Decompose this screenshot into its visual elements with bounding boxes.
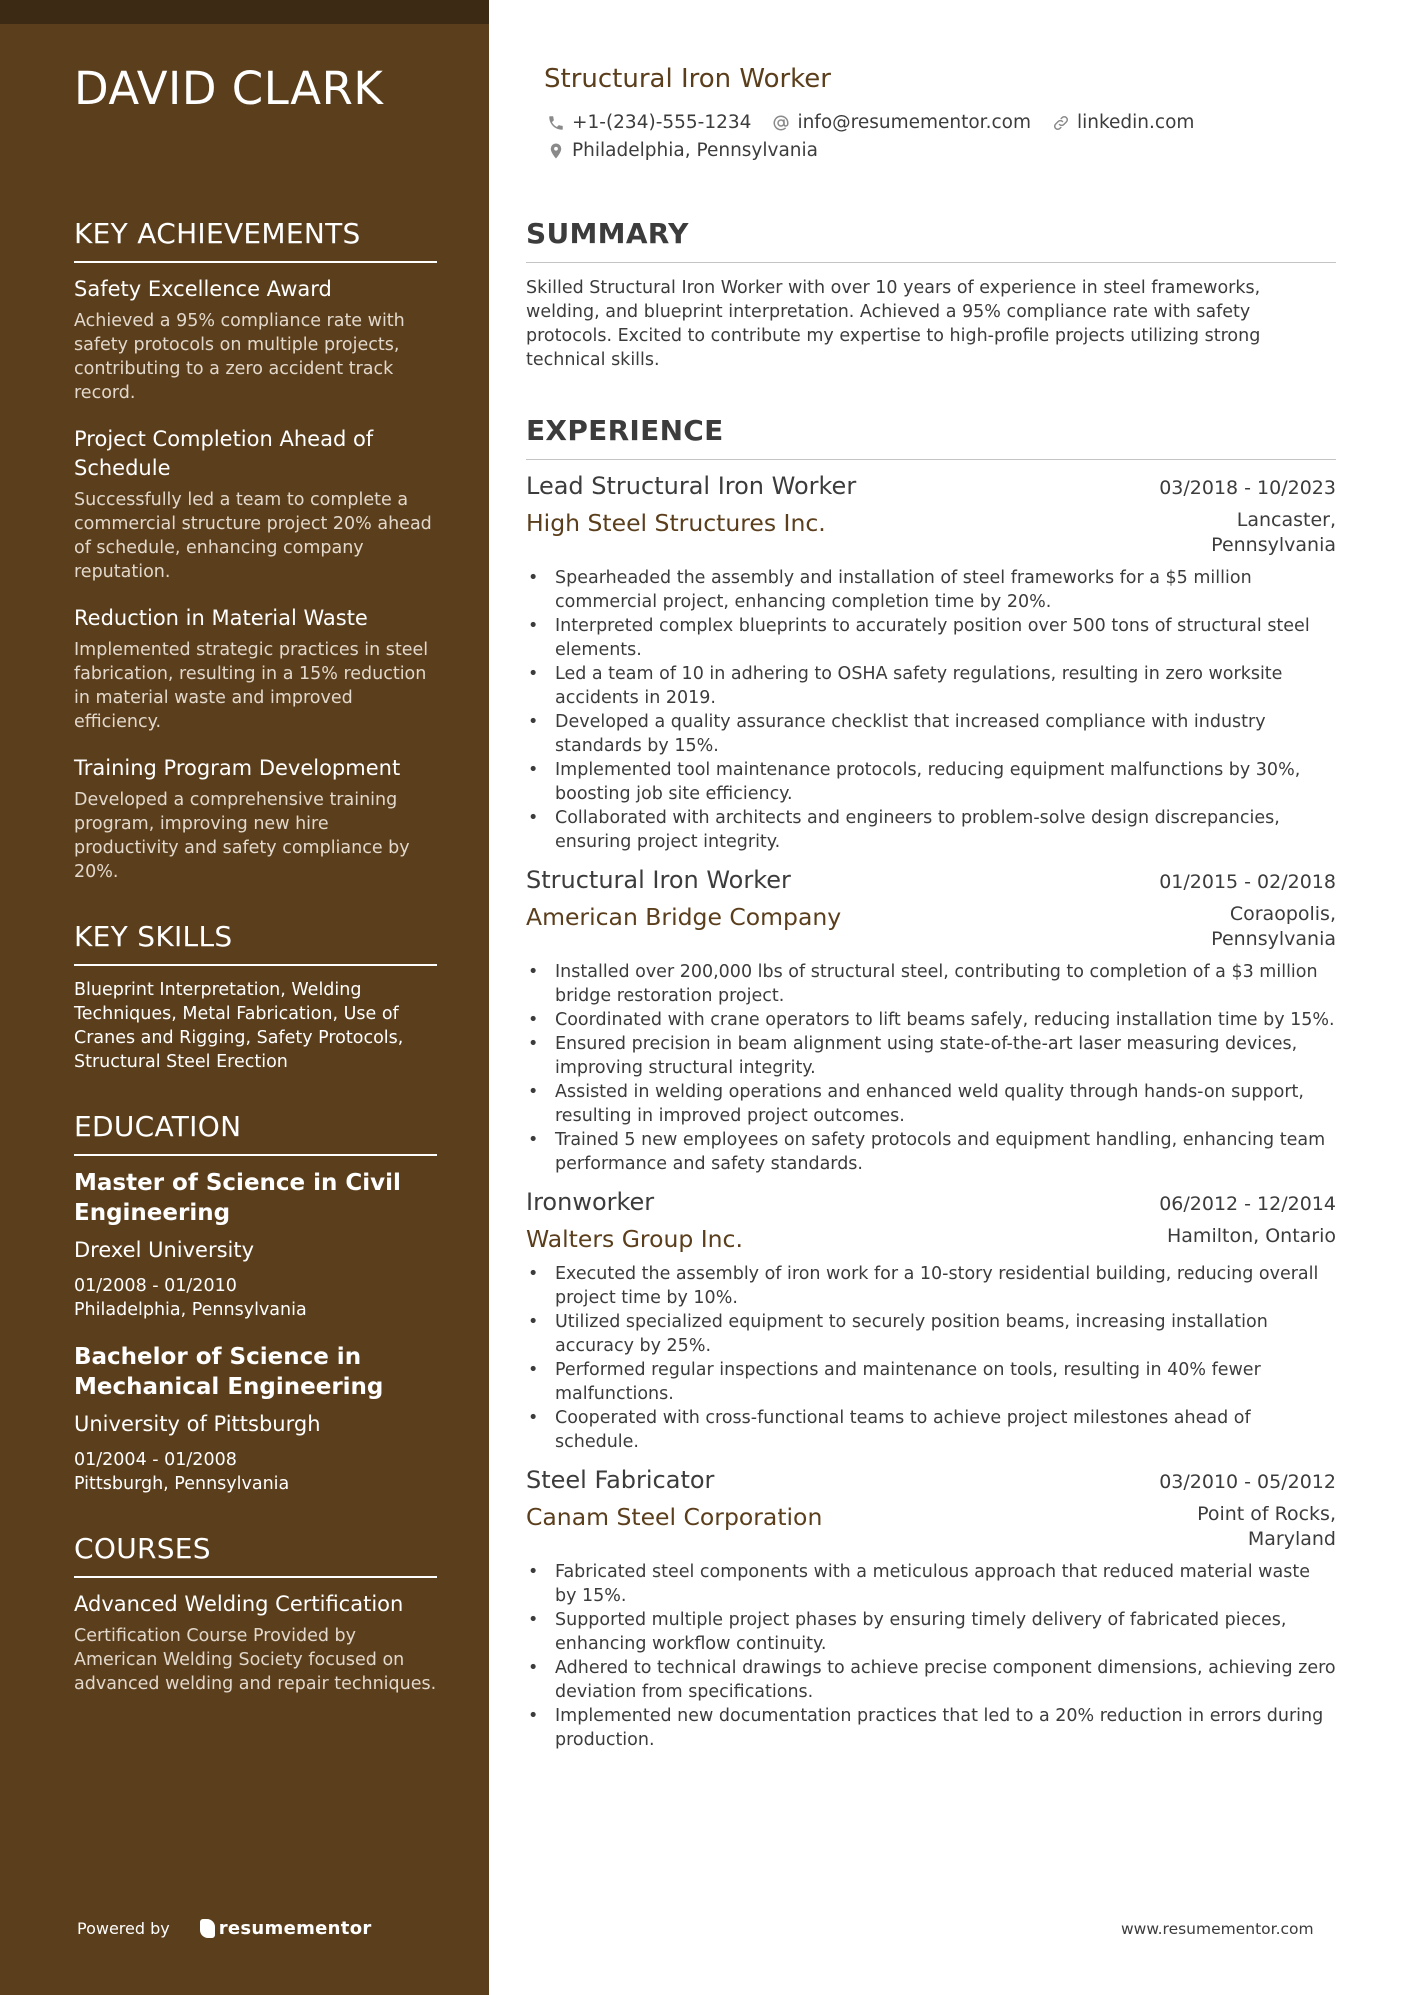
bullet-item: • Spearheaded the assembly and installation of steel frameworks for a $5 million commercial project, enhancing completion time by 20%. <box>526 566 1336 614</box>
job-location: Hamilton, Ontario <box>1167 1225 1336 1247</box>
bullet-item: • Ensured precision in beam alignment using state-of-the-art laser measuring devices, improving structural integrity. <box>526 1032 1336 1080</box>
achievement-description: Achieved a 95% compliance rate with safety protocols on multiple projects, contributing to a zero accident track record. <box>74 311 405 403</box>
education-school: University of Pittsburgh <box>74 1412 321 1436</box>
course-title: Advanced Welding Certification <box>74 1592 404 1616</box>
achievement-item <box>74 604 437 734</box>
job-position-title: Lead Structural Iron Worker <box>526 472 857 500</box>
job-dates: 03/2018 - 10/2023 <box>1159 477 1336 499</box>
education-location: Philadelphia, Pennsylvania <box>74 1300 307 1320</box>
jobs-list <box>526 470 1336 1752</box>
phone-icon <box>546 113 566 133</box>
job-dates: 01/2015 - 02/2018 <box>1159 871 1336 893</box>
linkedin-contact[interactable] <box>1051 112 1194 133</box>
achievement-title: Project Completion Ahead of Schedule <box>74 427 374 480</box>
key-skills-section <box>74 920 437 1074</box>
summary-heading: SUMMARY <box>526 217 1336 263</box>
achievement-title: Training Program Development <box>74 756 401 780</box>
location-contact <box>546 140 818 161</box>
job-entry <box>526 864 1336 1176</box>
bullet-item: • Installed over 200,000 lbs of structural steel, contributing to completion of a $3 million bridge restoration project. <box>526 960 1336 1008</box>
courses-list <box>74 1590 437 1696</box>
job-company-row <box>526 1224 1336 1254</box>
job-company-row <box>526 1502 1336 1552</box>
email-contact[interactable] <box>771 112 1031 133</box>
job-bullets <box>526 566 1336 854</box>
job-company-row <box>526 508 1336 558</box>
bullet-item: • Coordinated with crane operators to lift beams safely, reducing installation time by 15%. <box>526 1008 1336 1032</box>
courses-heading: COURSES <box>74 1532 437 1578</box>
summary-text: Skilled Structural Iron Worker with over 10 years of experience in steel frameworks, welding, and blueprint interpretation. Achieved a 95% compliance rate with safety protocols. Excited to contribute my expertise to high-profile projects utilizing strong technical skills. <box>526 278 1261 370</box>
education-degree: Bachelor of Science in Mechanical Engineering <box>74 1344 384 1400</box>
job-entry <box>526 470 1336 854</box>
education-degree: Master of Science in Civil Engineering <box>74 1170 401 1226</box>
sidebar-content <box>74 217 437 1732</box>
location-text: Philadelphia, Pennsylvania <box>572 140 819 161</box>
education-heading: EDUCATION <box>74 1110 437 1156</box>
sidebar-top-band <box>0 0 489 24</box>
email-text: info@resumementor.com <box>797 112 1031 133</box>
education-list <box>74 1168 437 1496</box>
location-pin-icon <box>546 141 566 161</box>
education-dates: 01/2008 - 01/2010 <box>74 1276 237 1296</box>
bullet-item: • Implemented tool maintenance protocols, reducing equipment malfunctions by 30%, boosting job site efficiency. <box>526 758 1336 806</box>
education-item <box>74 1168 437 1322</box>
bullet-item: • Developed a quality assurance checklist that increased compliance with industry standards by 15%. <box>526 710 1336 758</box>
skills-text: Blueprint Interpretation, Welding Techniques, Metal Fabrication, Use of Cranes and Rigging, Safety Protocols, Structural Steel Erection <box>74 980 404 1072</box>
job-location: Point of Rocks, Maryland <box>1197 1503 1336 1550</box>
bullet-item: • Assisted in welding operations and enhanced weld quality through hands-on support, resulting in improved project outcomes. <box>526 1080 1336 1128</box>
job-header-row <box>526 864 1336 896</box>
link-icon <box>1051 113 1071 133</box>
key-achievements-heading: KEY ACHIEVEMENTS <box>74 217 437 263</box>
job-bullets <box>526 1262 1336 1454</box>
footer-url[interactable]: www.resumementor.com <box>1121 1920 1314 1938</box>
achievement-description: Developed a comprehensive training program, improving new hire productivity and safety compliance by 20%. <box>74 790 410 882</box>
achievement-title: Reduction in Material Waste <box>74 606 368 630</box>
summary-section <box>526 217 1336 372</box>
job-bullets <box>526 1560 1336 1752</box>
job-entry <box>526 1186 1336 1454</box>
brand-name: resumementor <box>218 1918 372 1939</box>
job-location: Coraopolis, Pennsylvania <box>1211 903 1336 950</box>
resumementor-logo-icon <box>200 1919 215 1938</box>
experience-section <box>526 414 1336 1752</box>
at-icon <box>771 113 791 133</box>
achievement-description: Implemented strategic practices in steel fabrication, resulting in a 15% reduction in material waste and improved efficiency. <box>74 640 429 732</box>
experience-heading: EXPERIENCE <box>526 414 1336 460</box>
courses-section <box>74 1532 437 1696</box>
job-company: American Bridge Company <box>526 903 842 931</box>
job-dates: 03/2010 - 05/2012 <box>1159 1471 1336 1493</box>
job-company-row <box>526 902 1336 952</box>
job-company: Walters Group Inc. <box>526 1225 743 1253</box>
bullet-item: • Implemented new documentation practices that led to a 20% reduction in errors during production. <box>526 1704 1336 1752</box>
job-entry <box>526 1464 1336 1752</box>
achievement-item <box>74 754 437 884</box>
bullet-item: • Adhered to technical drawings to achieve precise component dimensions, achieving zero deviation from specifications. <box>526 1656 1336 1704</box>
achievement-item <box>74 275 437 405</box>
achievement-description: Successfully led a team to complete a commercial structure project 20% ahead of schedule, enhancing company reputation. <box>74 490 432 582</box>
education-item <box>74 1342 437 1496</box>
bullet-item: • Utilized specialized equipment to securely position beams, increasing installation accuracy by 25%. <box>526 1310 1336 1358</box>
course-item <box>74 1590 437 1696</box>
bullet-item: • Cooperated with cross-functional teams to achieve project milestones ahead of schedule. <box>526 1406 1336 1454</box>
job-position-title: Ironworker <box>526 1188 655 1216</box>
bullet-item: • Collaborated with architects and engineers to problem-solve design discrepancies, ensuring project integrity. <box>526 806 1336 854</box>
achievement-item <box>74 425 437 584</box>
job-bullets <box>526 960 1336 1176</box>
sidebar <box>0 0 489 1995</box>
job-location: Lancaster, Pennsylvania <box>1211 509 1336 556</box>
education-location: Pittsburgh, Pennsylvania <box>74 1474 290 1494</box>
candidate-name: DAVID CLARK <box>74 62 384 115</box>
achievements-list <box>74 275 437 884</box>
job-title: Structural Iron Worker <box>544 64 831 94</box>
key-achievements-section <box>74 217 437 884</box>
job-header-row <box>526 1186 1336 1218</box>
powered-by-label: Powered by <box>77 1919 170 1938</box>
job-header-row <box>526 470 1336 502</box>
location-row <box>546 140 838 161</box>
bullet-item: • Fabricated steel components with a meticulous approach that reduced material waste by 15%. <box>526 1560 1336 1608</box>
education-school: Drexel University <box>74 1238 255 1262</box>
linkedin-text: linkedin.com <box>1076 112 1195 133</box>
course-description: Certification Course Provided by American Welding Society focused on advanced welding and repair techniques. <box>74 1626 437 1694</box>
job-header-row <box>526 1464 1336 1496</box>
job-company: High Steel Structures Inc. <box>526 509 826 537</box>
job-position-title: Steel Fabricator <box>526 1466 715 1494</box>
contact-row <box>546 112 1214 133</box>
main-content <box>526 0 1336 1995</box>
bullet-item: • Interpreted complex blueprints to accurately position over 500 tons of structural steel elements. <box>526 614 1336 662</box>
education-dates: 01/2004 - 01/2008 <box>74 1450 237 1470</box>
key-skills-heading: KEY SKILLS <box>74 920 437 966</box>
bullet-item: • Supported multiple project phases by ensuring timely delivery of fabricated pieces, enhancing workflow continuity. <box>526 1608 1336 1656</box>
bullet-item: • Executed the assembly of iron work for a 10-story residential building, reducing overall project time by 10%. <box>526 1262 1336 1310</box>
bullet-item: • Led a team of 10 in adhering to OSHA safety regulations, resulting in zero worksite accidents in 2019. <box>526 662 1336 710</box>
job-position-title: Structural Iron Worker <box>526 866 791 894</box>
bullet-item: • Performed regular inspections and maintenance on tools, resulting in 40% fewer malfunctions. <box>526 1358 1336 1406</box>
bullet-item: • Trained 5 new employees on safety protocols and equipment handling, enhancing team performance and safety standards. <box>526 1128 1336 1176</box>
job-company: Canam Steel Corporation <box>526 1503 823 1531</box>
job-dates: 06/2012 - 12/2014 <box>1159 1193 1336 1215</box>
powered-by <box>77 1918 372 1939</box>
phone-contact[interactable] <box>546 112 751 133</box>
phone-text: +1-(234)-555-1234 <box>572 112 752 133</box>
achievement-title: Safety Excellence Award <box>74 277 332 301</box>
education-section <box>74 1110 437 1496</box>
